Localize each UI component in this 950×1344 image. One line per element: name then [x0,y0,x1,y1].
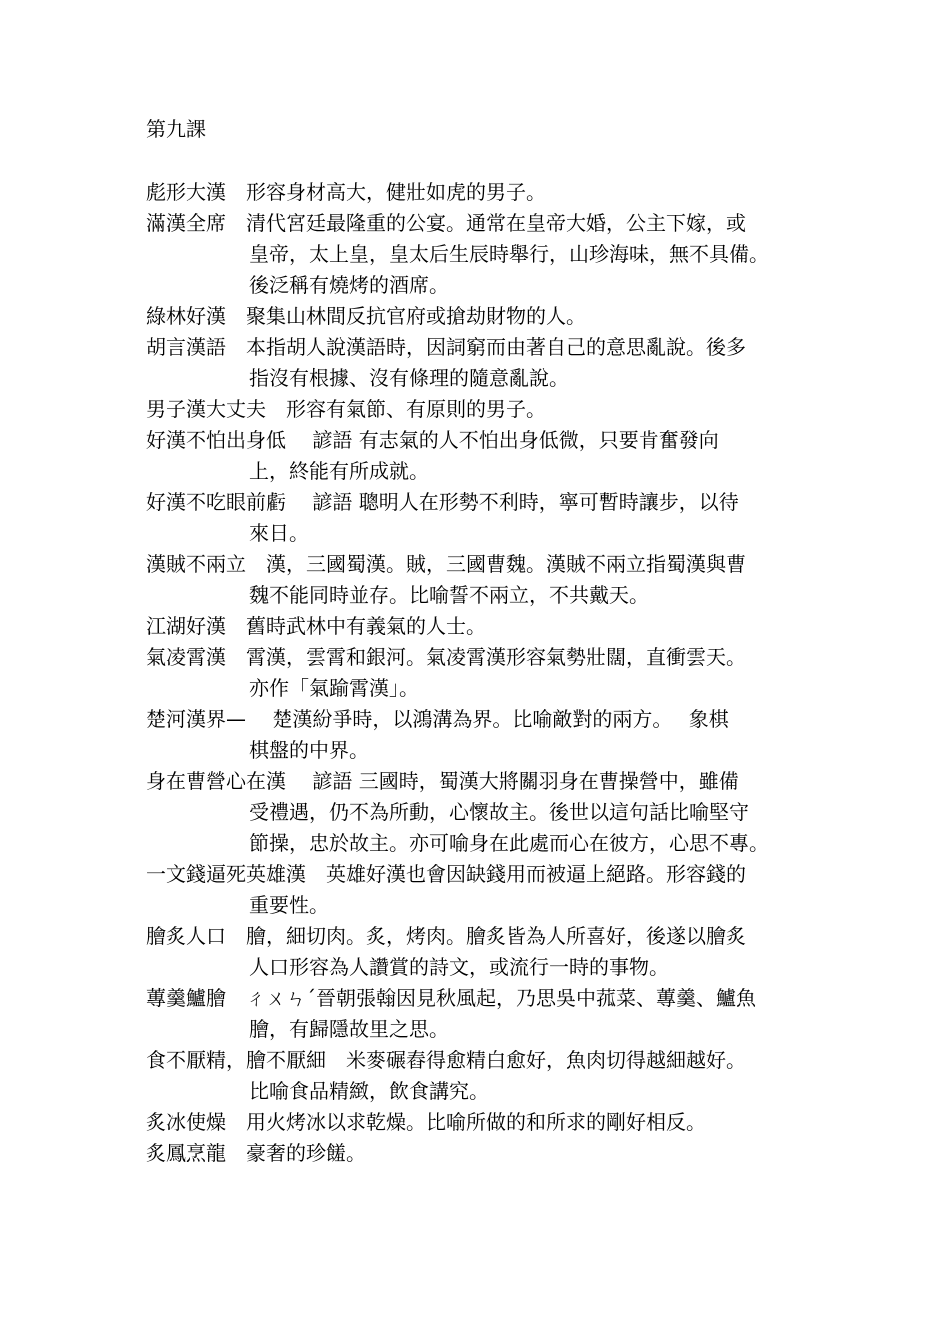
entry-continuation-line: 亦作「氣踰霄漢」。 [249,676,419,700]
entry-continuation-line: 魏不能同時並存。比喻誓不兩立，不共戴天。 [249,583,649,607]
entry-continuation-line: 後泛稱有燒烤的酒席。 [249,273,449,297]
entry-continuation-line: 上，終能有所成就。 [249,459,429,483]
dictionary-entry [146,177,826,208]
entry-first-line: 炙冰使燥 用火烤冰以求乾燥。比喻所做的和所求的剛好相反。 [146,1110,706,1134]
entry-first-line: 炙鳳烹龍 豪奢的珍饈。 [146,1141,366,1165]
entry-continuation-line: 膾，有歸隱故里之思。 [249,1017,449,1041]
entry-first-line: 好漢不吃眼前虧 諺語 聰明人在形勢不利時，寧可暫時讓步，以待 [146,490,739,514]
entry-first-line: 男子漢大丈夫 形容有氣節、有原則的男子。 [146,397,546,421]
entry-first-line: 食不厭精，膾不厭細 米麥碾舂得愈精白愈好，魚肉切得越細越好。 [146,1048,746,1072]
entry-list [146,177,826,1169]
entry-first-line: 一文錢逼死英雄漢 英雄好漢也會因缺錢用而被逼上絕路。形容錢的 [146,862,746,886]
dictionary-entry [146,301,826,332]
dictionary-entry [146,859,826,921]
dictionary-entry [146,1138,826,1169]
entry-first-line: 綠林好漢 聚集山林間反抗官府或搶劫財物的人。 [146,304,586,328]
entry-first-line: 身在曹營心在漢 諺語 三國時，蜀漢大將關羽身在曹操營中，雖備 [146,769,739,793]
dictionary-entry [146,425,826,487]
entry-first-line: 江湖好漢 舊時武林中有義氣的人士。 [146,614,486,638]
entry-first-line: 胡言漢語 本指胡人說漢語時，因詞窮而由著自己的意思亂說。後多 [146,335,746,359]
entry-first-line: 漢賊不兩立 漢，三國蜀漢。賊，三國曹魏。漢賊不兩立指蜀漢與曹 [146,552,746,576]
entry-continuation-line: 來日。 [249,521,309,545]
entry-first-line: 好漢不怕出身低 諺語 有志氣的人不怕出身低微，只要肯奮發向 [146,428,719,452]
dictionary-entry [146,1045,826,1107]
entry-continuation-line: 節操，忠於故主。亦可喻身在此處而心在彼方，心思不專。 [249,831,769,855]
dictionary-entry [146,642,826,704]
entry-continuation-line: 人口形容為人讚賞的詩文，或流行一時的事物。 [249,955,669,979]
dictionary-entry [146,704,826,766]
dictionary-entry [146,549,826,611]
entry-first-line: 楚河漢界— 楚漢紛爭時，以鴻溝為界。比喻敵對的兩方。 象棋 [146,707,729,731]
lesson-title: 第九課 [146,117,206,141]
dictionary-entry [146,394,826,425]
entry-first-line: 彪形大漢 形容身材高大，健壯如虎的男子。 [146,180,546,204]
dictionary-entry [146,983,826,1045]
dictionary-entry [146,766,826,859]
dictionary-entry [146,208,826,301]
entry-continuation-line: 重要性。 [249,893,329,917]
entry-continuation-line: 比喻食品精緻，飲食講究。 [249,1079,489,1103]
dictionary-entry [146,332,826,394]
entry-continuation-line: 指沒有根據、沒有條理的隨意亂說。 [249,366,569,390]
dictionary-entry [146,921,826,983]
dictionary-entry [146,611,826,642]
dictionary-entry [146,1107,826,1138]
entry-continuation-line: 受禮遇，仍不為所動，心懷故主。後世以這句話比喻堅守 [249,800,749,824]
entry-first-line: 氣凌霄漢 霄漢，雲霄和銀河。氣凌霄漢形容氣勢壯闊，直衝雲天。 [146,645,746,669]
dictionary-entry [146,487,826,549]
entry-first-line: 滿漢全席 清代宮廷最隆重的公宴。通常在皇帝大婚，公主下嫁，或 [146,211,746,235]
entry-first-line: 膾炙人口 膾，細切肉。炙，烤肉。膾炙皆為人所喜好，後遂以膾炙 [146,924,746,948]
entry-first-line: 蓴羹鱸膾 ㄔㄨㄣˊ晉朝張翰因見秋風起，乃思吳中菰菜、蓴羹、鱸魚 [146,986,756,1010]
entry-continuation-line: 棋盤的中界。 [249,738,369,762]
entry-continuation-line: 皇帝，太上皇，皇太后生辰時舉行，山珍海味，無不具備。 [249,242,769,266]
